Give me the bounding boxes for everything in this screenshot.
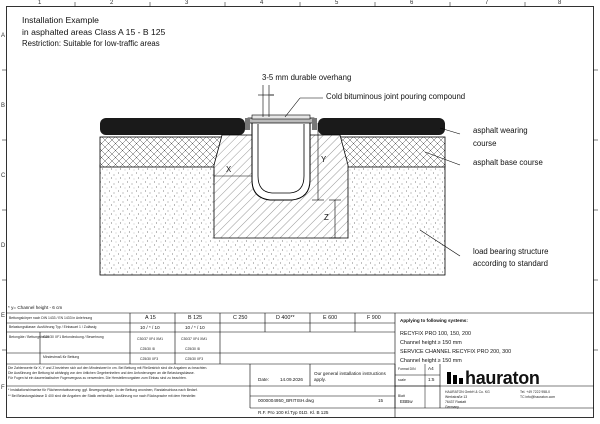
company-name: hauraton <box>465 368 540 388</box>
company-address-3: 76437 Rastatt <box>445 400 467 404</box>
applying-line-4: Channel height ≥ 150 mm <box>400 358 462 364</box>
class-e600: E 600 <box>323 315 338 321</box>
row-marker-c: C <box>1 173 6 179</box>
drainage-channel <box>252 122 310 200</box>
note-2: Die Ausführung der Bettung ist abhängig von den örtlichen Gegebenheiten und den Anforderungen an die Belastungsklasse. <box>8 371 195 375</box>
row-marker-f: F <box>1 385 5 391</box>
concrete-b-3: C25/30 XF3 <box>185 357 204 361</box>
asphalt-wearing-left <box>100 118 245 135</box>
concrete-a-3: C25/30 XF3 <box>140 357 159 361</box>
load-bearing-label-1: load bearing structure <box>473 247 549 256</box>
dimension-x-label: X <box>226 165 232 174</box>
class-f900: F 900 <box>367 315 381 321</box>
applying-line-3: SERVICE CHANNEL RECYFIX PRO 200, 300 <box>400 349 512 355</box>
note-3: Für Fugen ist ein dauerelastischer Fugenverguss zu verwenden. Die Herstellervorgaben zum Einbau sind zu beachten. <box>8 376 187 380</box>
asphalt-wearing-right <box>318 118 445 135</box>
overhang-dimension <box>258 85 274 117</box>
dimension-y-label: Y <box>321 155 327 164</box>
joint-compound-label: Cold bituminous joint pouring compound <box>326 92 466 101</box>
footnote: * y= Channel height - 6 cm <box>8 305 63 310</box>
wearing-course-label-2: course <box>473 139 497 148</box>
title-line-1: Installation Example <box>22 15 99 25</box>
date-value: 14.09.2026 <box>280 377 303 382</box>
concrete-sub-2: Mindestmaß für Bettung <box>43 355 80 359</box>
column-marker-3: 3 <box>185 0 189 6</box>
joint-compound-left <box>245 118 250 130</box>
row-marker-b: B <box>1 103 6 109</box>
concrete-b-1: C30/37 XF4 XM1 <box>181 337 208 341</box>
class-b125: B 125 <box>188 315 203 321</box>
format-label: Format DIN <box>398 367 416 371</box>
page-number: 15 <box>378 398 384 403</box>
concrete-label: Betongüte / Bettungsbeton <box>9 335 50 339</box>
column-marker-7: 7 <box>485 0 489 6</box>
date-label: Date: <box>258 377 269 382</box>
row-marker-e: E <box>1 313 6 319</box>
format-value: A4 <box>428 366 434 371</box>
drawing-reference: R.F. Pro 100 Kl.Typ 01D. Kl. B 125 <box>258 410 329 415</box>
concrete-a-2: C25/30 /8 <box>140 347 155 351</box>
sheet-value: EBBw <box>400 399 413 404</box>
class-d400: D 400** <box>276 315 295 321</box>
column-marker-5: 5 <box>335 0 339 6</box>
overhang-label: 3-5 mm durable overhang <box>262 73 352 82</box>
load-bearing-label-2: according to standard <box>473 259 548 268</box>
wearing-course-label-1: asphalt wearing <box>473 126 528 135</box>
hauraton-logo-icon <box>447 372 463 384</box>
title-line-2: in asphalted areas Class A 15 - B 125 <box>22 27 166 37</box>
dimension-z-label: Z <box>324 213 329 222</box>
sheet-label: Blatt <box>398 394 405 398</box>
company-address-1: HAURATON GmbH & Co. KG <box>445 390 490 394</box>
applying-line-2: Channel height ≥ 150 mm <box>400 340 462 346</box>
row-marker-a: A <box>1 33 6 39</box>
column-marker-1: 1 <box>38 0 42 6</box>
row1-label: Bettungskörper nach DIN 1433 / EN 1433 in Anlehnung <box>9 316 93 320</box>
concrete-b-2: C25/30 /8 <box>185 347 200 351</box>
joint-compound-right <box>312 118 317 130</box>
row2-value-a: 10 / * / 10 <box>140 325 160 330</box>
note-1: Die Zahlenwerte für X, Y und Z beziehen sich auf den Mindestwert in cm. Bei Bettung mit Fließestrich sind die Angaben zu beachten. <box>8 366 208 370</box>
class-a15: A 15 <box>145 315 156 321</box>
company-web: TC info@hauraton.com <box>520 395 556 399</box>
file-name: 0000004950_BRITISH.dwg <box>258 398 314 403</box>
column-marker-2: 2 <box>110 0 114 6</box>
row2-value-b: 10 / * / 10 <box>185 325 205 330</box>
scale-label: scale <box>398 378 406 382</box>
applying-heading: Applying to following systems: <box>400 318 468 323</box>
scale-value: 1:5 <box>428 377 435 382</box>
note-5: ** Bei Belastungsklasse D 400 sind die Angaben der Statik verbindlich; Ausführung nur nach Rücksprache mit dem Hersteller. <box>8 394 197 398</box>
company-tel: Tel. +49 7222 958-0 <box>520 390 551 394</box>
row-marker-d: D <box>1 243 6 249</box>
general-instructions: Our general installation instructions apply. <box>314 371 386 382</box>
company-address-4: Germany <box>445 405 459 409</box>
base-course-label: asphalt base course <box>473 158 543 167</box>
class-c250: C 250 <box>233 315 248 321</box>
column-marker-6: 6 <box>410 0 414 6</box>
column-marker-8: 8 <box>558 0 562 6</box>
column-marker-4: 4 <box>260 0 264 6</box>
note-4: * Installationshinweise für Flächenentwässerung: ggf. Bewegungsfugen in der Bettung anordnen, Randabschluss nach Bedarf. <box>8 388 198 392</box>
company-address-2: Werkstraße 13 <box>445 395 468 399</box>
restriction-text: Restriction: Suitable for low-traffic areas <box>22 39 160 48</box>
applying-line-1: RECYFIX PRO 100, 150, 200 <box>400 331 472 337</box>
concrete-a-1: C30/37 XF4 XM1 <box>137 337 164 341</box>
concrete-sub-1: C25/30 XF1 Betondeckung / Bewehrung <box>43 335 104 339</box>
row2-label: Belastungsklasse: Ausführung Typ / Einbauart 1 / Zulässig <box>9 325 97 329</box>
